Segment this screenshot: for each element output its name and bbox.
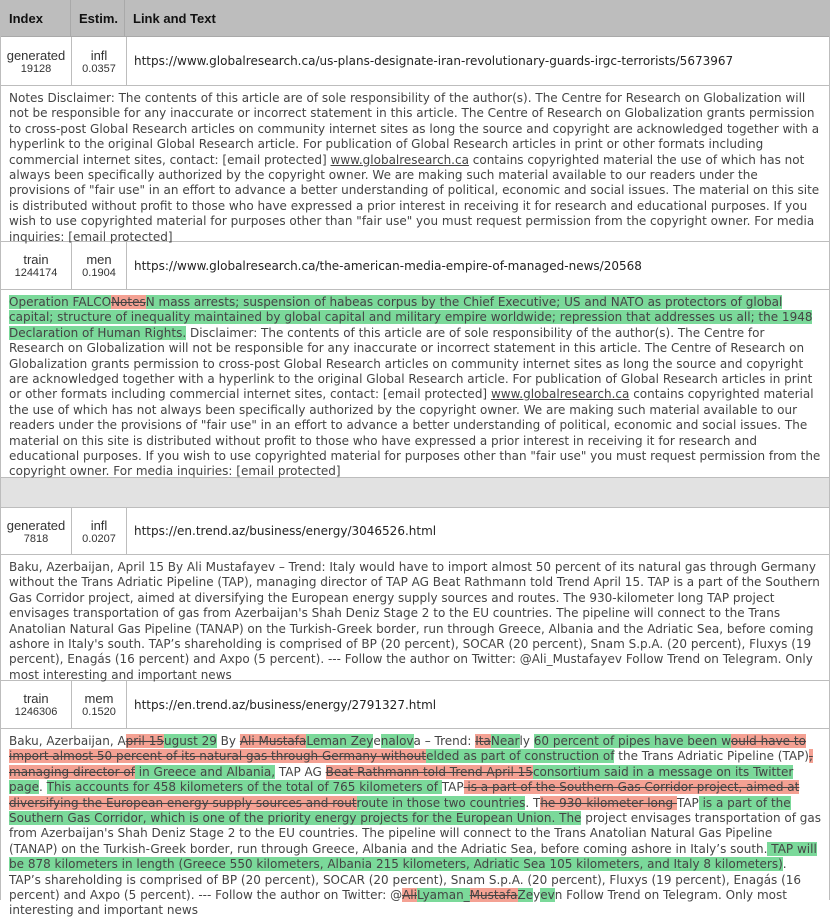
estim-value: 0.0357: [82, 62, 116, 75]
estim-cell: [72, 242, 127, 289]
article-text: [1, 555, 829, 681]
estim-cell: [72, 37, 127, 85]
row-kind: train: [23, 691, 49, 706]
deleted-text: ould have to import almost 50 percent of its natural gas through Germany without: [9, 734, 806, 764]
inserted-text: Lyaman_: [416, 888, 470, 903]
inserted-text: This accounts for 458 kilometers of the total of 765 kilometers of: [46, 780, 442, 795]
estim-value: 0.1904: [82, 267, 116, 279]
inserted-text: is a part of the Southern Gas Corridor, which is one of the priority energy projects for the European Union. The: [9, 795, 791, 826]
inserted-text: N mass arrests; suspension of habeas corpus by the Chief Executive; US and NATO as protectors of global capital; structure of inequality maintained by global capital and military empire worldwide; repression that addresses us all; the 1948 Declaration of Human Rights.: [9, 295, 813, 340]
deleted-text: Mustafa: [469, 888, 518, 903]
text-segment: TAP AG: [275, 764, 326, 779]
site-link[interactable]: www.globalresearch.ca: [330, 152, 469, 167]
text-segment: By: [216, 734, 240, 748]
text-segment: Disclaimer: The contents of this article are of sole responsibility of the author(s). The Centre for Research on Globalization will not be responsible for any inaccurate or incorrect statement in this article. The Centre of Research on Globalization grants permission to cross-post Global Research articles on community internet sites as long the source and copyright are acknowledged together with a hyperlink to the original Global Research article. For publication of Global Research articles in print or other formats including commercial internet sites, contact: [email protected]: [9, 325, 813, 402]
row-kind: generated: [6, 517, 66, 533]
inserted-text: elded as part of construction of: [426, 749, 615, 764]
header-estim: Estim.: [71, 0, 125, 36]
deleted-text: pril 15: [125, 734, 164, 748]
table-row: [1, 37, 829, 86]
text-segment: e: [373, 734, 381, 748]
index-cell: [1, 508, 72, 554]
row-id: 1246306: [14, 706, 58, 718]
text-segment: contains copyrighted material the use of which has not always been specifically authorized by the copyright owner. We are making such material available to our readers under the provisions of "fair use" in an effort to advance a better understanding of political, economic and social issues. The material on this site is distributed without profit to those who have expressed a prior interest in receiving it for research and educational purposes. If you wish to use copyrighted material for purposes other than "fair use" you must request permission from the copyright owner. For media inquiries: [email protected]: [9, 387, 821, 479]
table-row: [1, 508, 829, 555]
inserted-text: route in those two countries: [356, 795, 526, 810]
estim-cell: [72, 508, 127, 554]
estim-label: mem: [84, 691, 114, 706]
text-segment: ly: [519, 734, 534, 748]
header-index: Index: [1, 0, 71, 36]
text-segment: TAP: [676, 795, 699, 810]
estim-label: infl: [90, 47, 108, 63]
inserted-text: ugust 29: [163, 734, 217, 748]
deleted-text: Notes: [111, 295, 146, 309]
inserted-text: Near: [490, 734, 520, 748]
text-segment: Follow Trend on Telegram. Only most interesting and important news: [9, 888, 787, 918]
table-header: [1, 0, 829, 37]
deleted-text: , managing director of: [9, 749, 813, 779]
text-segment: contains copyrighted material the use of which has not always been specifically authorized by the copyright owner. We are making such material available to our readers under the provisions of "fair use" in an effort to advance a better understanding of political, economic and social issues. The material on this site is distributed without profit to those who have expressed a prior interest in receiving it for research and educational purposes. If you wish to use copyrighted material for purposes other than "fair use" you must request permission from the copyright owner. For media inquiries: [email protected]: [9, 152, 820, 244]
text-segment: y: [533, 888, 541, 903]
text-segment: a: [413, 734, 421, 748]
header-link-text: Link and Text: [133, 10, 216, 26]
deleted-text: Beat Rathmann told Trend April 15: [325, 764, 533, 779]
row-id: 19128: [20, 62, 52, 75]
estim-cell: [72, 681, 127, 728]
section-separator: [1, 478, 829, 508]
inserted-text: Leman Zey: [306, 734, 374, 748]
estim-label: men: [86, 252, 112, 267]
deleted-text: Ali Mustafa: [239, 734, 307, 748]
inserted-text: nalov: [380, 734, 414, 748]
text-segment: Baku, Azerbaijan, A: [9, 734, 126, 748]
text-segment: . T: [525, 795, 541, 810]
index-cell: [1, 242, 72, 289]
inserted-text: ev: [540, 888, 555, 903]
row-url[interactable]: https://en.trend.az/business/energy/3046526.html: [134, 524, 437, 538]
row-url[interactable]: https://www.globalresearch.ca/us-plans-designate-iran-revolutionary-guards-irgc-terrorists/5673967: [134, 54, 734, 68]
row-kind: generated: [6, 47, 66, 63]
article-text: [1, 729, 829, 918]
row-id: 1244174: [14, 267, 58, 279]
row-url[interactable]: https://en.trend.az/business/energy/2791327.html: [134, 697, 437, 712]
estim-value: 0.1520: [82, 706, 116, 718]
estim-value: 0.0207: [82, 532, 116, 545]
text-segment: n: [554, 888, 563, 903]
deleted-text: Ita: [475, 734, 491, 748]
inserted-text: in Greece and Albania,: [134, 764, 276, 779]
text-segment: project envisages transportation of gas from Azerbaijan's Shah Deniz Stage 2 to the EU countries. The pipeline will connect to the Trans Anatolian Natural Gas Pipeline (TANAP) on the Turkish-Greek border, run through Greece, Albania and the Adriatic Sea, before coming ashore in Italy’s south.: [9, 811, 822, 856]
text-segment: TAP: [441, 780, 464, 795]
article-text: [1, 290, 829, 478]
inserted-text: TAP will be 878 kilometers in length (Greece 550 kilometers, Albania 215 kilometers, Adriatic Sea 105 kilometers, and Italy 8 kilometers): [9, 841, 817, 872]
article-text: [1, 86, 829, 242]
index-cell: [1, 681, 72, 728]
row-id: 7818: [23, 532, 49, 545]
inserted-text: Ze: [517, 888, 534, 903]
deleted-text: he 930-kilometer long: [540, 795, 677, 810]
inserted-text: consortium said in a message on its Twitter page: [9, 764, 794, 795]
text-segment: . TAP’s shareholding is comprised of BP (20 percent), SOCAR (20 percent), Snam S.p.A. (20 percent), Fluxys (19 percent), Enagás (16 percent) and Axpo (5 percent). --- Follow the author on Twitter: @: [9, 857, 802, 903]
inserted-text: 60 percent of pipes have been w: [533, 734, 731, 748]
text-segment: the Trans Adriatic Pipeline (TAP): [614, 749, 809, 764]
text-segment: – Trend:: [420, 734, 476, 748]
estim-label: infl: [90, 517, 108, 533]
site-link[interactable]: www.globalresearch.ca: [490, 387, 630, 402]
table-row: [1, 681, 829, 729]
deleted-text: Ali: [402, 888, 417, 903]
index-cell: [1, 37, 72, 85]
row-url[interactable]: https://www.globalresearch.ca/the-american-media-empire-of-managed-news/20568: [134, 258, 642, 273]
row-kind: train: [23, 252, 49, 267]
inserted-text: Operation FALCO: [9, 295, 112, 309]
table-row: [1, 242, 829, 290]
text-segment: .: [38, 780, 47, 795]
text-segment: Baku, Azerbaijan, April 15 By Ali Mustafayev – Trend: Italy would have to import almost 50 percent of its natural gas through Germany without the Trans Adriatic Pipeline (TAP), managing director of TAP AG Beat Rathmann told Trend April 15. TAP is a part of the Southern Gas Corridor project, aimed at diversifying the European energy supply sources and routes. The 930-kilometer long TAP project envisages transportation of gas from Azerbaijan's Shah Deniz Stage 2 to the EU countries. The pipeline will connect to the Trans Anatolian Natural Gas Pipeline (TANAP) on the Turkish-Greek border, run through Greece, Albania and the Adriatic Sea, before coming ashore in Italy's south. TAP’s shareholding is comprised of BP (20 percent), SOCAR (20 percent), Snam S.p.A. (20 percent), Fluxys (19 percent), Enagás (16 percent) and Axpo (5 percent). --- Follow the author on Twitter: @Ali_Mustafayev Follow Trend on Telegram. Only most interesting and important news: [9, 560, 820, 682]
deleted-text: is a part of the Southern Gas Corridor project, aimed at diversifying the European energy supply sources and rout: [9, 780, 800, 810]
text-segment: Notes Disclaimer: The contents of this article are of sole responsibility of the author(s). The Centre for Research on Globalization will not be responsible for any inaccurate or incorrect statement in this article. The Centre of Research on Globalization grants permission to cross-post Global Research articles on community internet sites as long the source and copyright are acknowledged together with a hyperlink to the original Global Research article. For publication of Global Research articles in print or other formats including commercial internet sites, contact: [email protected]: [9, 91, 820, 167]
